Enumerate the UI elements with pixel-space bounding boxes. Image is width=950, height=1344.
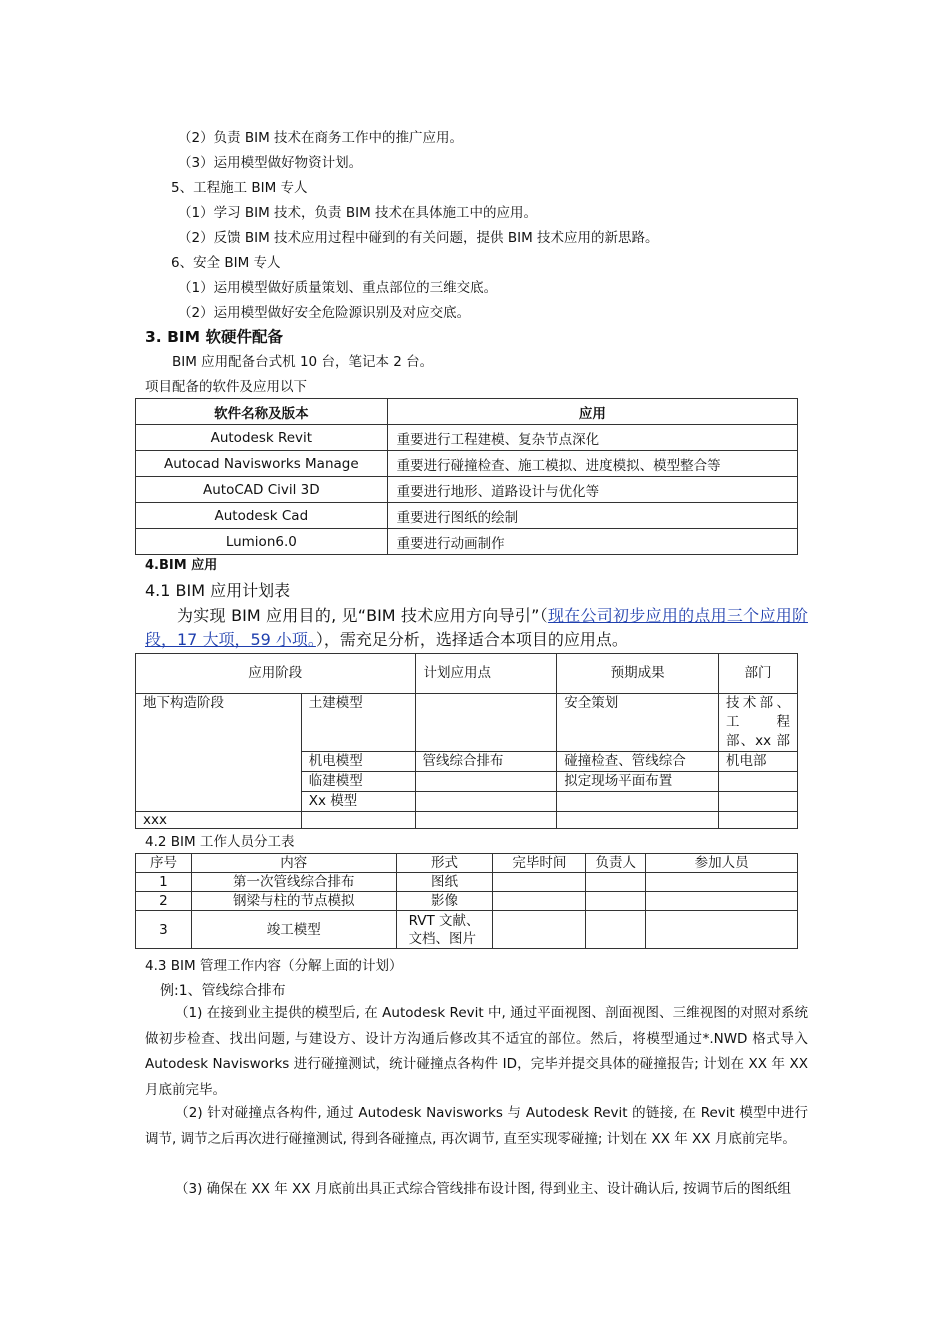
- table-header: 序号: [136, 854, 192, 873]
- intro-text-pre: 为实现 BIM 应用目的, 见“BIM 技术应用方向导引”（: [177, 606, 548, 625]
- section3-line2: 项目配备的软件及应用以下: [145, 379, 307, 395]
- table-header: 计划应用点: [415, 654, 557, 694]
- software-table: [135, 398, 798, 555]
- result-cell: 拟定现场平面布置: [557, 772, 719, 792]
- no-cell: 2: [136, 892, 192, 911]
- dept-cell: [719, 812, 798, 829]
- point-cell: [415, 772, 557, 792]
- subsection-4-3-title: 4.3 BIM 管理工作内容（分解上面的计划）: [145, 958, 403, 974]
- table-header: 软件名称及版本: [136, 399, 388, 425]
- time-cell: [493, 873, 586, 892]
- subsection-4-2-title: 4.2 BIM 工作人员分工表: [145, 834, 295, 850]
- participants-cell: [646, 911, 798, 949]
- software-name: Autocad Navisworks Manage: [136, 451, 388, 477]
- point-cell: 管线综合排布: [415, 752, 557, 772]
- software-use: 重要进行碰撞检查、施工模拟、进度模拟、模型整合等: [387, 451, 797, 477]
- no-cell: 3: [136, 911, 192, 949]
- content-cell: 钢梁与柱的节点模拟: [191, 892, 396, 911]
- owner-cell: [586, 911, 646, 949]
- section4-heading: 4.BIM 应用: [145, 558, 218, 573]
- dept-cell: [719, 772, 798, 792]
- content-cell: 竣工模型: [191, 911, 396, 949]
- intro-line: 5、工程施工 BIM 专人: [171, 180, 308, 196]
- point-cell: [415, 812, 557, 829]
- software-use: 重要进行地形、道路设计与优化等: [387, 477, 797, 503]
- table-row: [136, 451, 798, 477]
- section4-intro-paragraph: [145, 604, 808, 652]
- table-row: [136, 425, 798, 451]
- intro-line: 6、安全 BIM 专人: [171, 255, 281, 271]
- dept-cell: [719, 792, 798, 812]
- table-header: 预期成果: [557, 654, 719, 694]
- table-row: [136, 911, 798, 949]
- table-header: 负责人: [586, 854, 646, 873]
- form-cell: 图纸: [396, 873, 493, 892]
- intro-line: （1）运用模型做好质量策划、重点部位的三维交底。: [178, 280, 498, 296]
- dept-line: 技术部、: [726, 695, 790, 711]
- table-header-row: [136, 399, 798, 425]
- example-title: 例:1、管线综合排布: [160, 983, 286, 999]
- stage-cell: 地下构造阶段: [136, 694, 302, 812]
- intro-line: （3）运用模型做好物资计划。: [178, 155, 363, 171]
- dept-line: 工 程: [726, 714, 790, 730]
- time-cell: [493, 911, 586, 949]
- owner-cell: [586, 892, 646, 911]
- table-header: 完毕时间: [493, 854, 586, 873]
- software-name: Autodesk Revit: [136, 425, 388, 451]
- table-row: [136, 873, 798, 892]
- form-line: 文档、图片: [408, 930, 477, 947]
- dept-line: 部、xx 部: [726, 733, 790, 749]
- table-header-row: [136, 854, 798, 873]
- table-header: 内容: [191, 854, 396, 873]
- section3-line1: BIM 应用配备台式机 10 台，笔记本 2 台。: [172, 354, 434, 370]
- section3-heading: 3. BIM 软硬件配备: [145, 328, 283, 346]
- form-cell: 影像: [396, 892, 493, 911]
- paragraph-2: （2) 针对碰撞点各构件, 通过 Autodesk Navisworks 与 Autodesk Revit 的链接, 在 Revit 模型中进行调节, 调节之后再次进行碰撞测试, 得到各碰撞点, 再次调节, 直至实现零碰撞; 计划在 XX 年 XX 月底前完毕。: [145, 1105, 808, 1147]
- result-cell: 碰撞检查、管线综合: [557, 752, 719, 772]
- table-header-row: [136, 654, 798, 694]
- software-use: 重要进行动画制作: [387, 529, 797, 555]
- stage-cell: xxx: [136, 812, 302, 829]
- plan-table: [135, 653, 798, 829]
- result-cell: [557, 812, 719, 829]
- intro-line: （2）负责 BIM 技术在商务工作中的推广应用。: [178, 130, 464, 146]
- intro-text-post: ），需充足分析，选择适合本项目的应用点。: [315, 630, 628, 649]
- software-name: Lumion6.0: [136, 529, 388, 555]
- table-row: [136, 529, 798, 555]
- software-use: 重要进行图纸的绘制: [387, 503, 797, 529]
- model-cell: Xx 模型: [301, 792, 415, 812]
- subsection-4-1-title: 4.1 BIM 应用计划表: [145, 581, 291, 600]
- model-cell: 土建模型: [301, 694, 415, 752]
- paragraph-1: （1) 在接到业主提供的模型后, 在 Autodesk Revit 中, 通过平面视图、剖面视图、三维视图的对照对系统做初步检查、找出问题, 与建设方、设计方沟通后修改其不适宜的部位。然后，将模型通过*.NWD 格式导入 Autodesk Navisworks 进行碰撞测试，统计碰撞点各构件 ID，完毕并提交具体的碰撞报告; 计划在 XX 年 XX 月底前完毕。: [145, 1005, 808, 1098]
- result-cell: [557, 792, 719, 812]
- form-line: RVT 文献、: [408, 912, 480, 929]
- guide-link[interactable]: 现在公司初步应用的点用三个应用阶段，17 大项，59 小项。: [145, 606, 808, 649]
- dept-cell: [719, 694, 798, 752]
- software-use: 重要进行工程建模、复杂节点深化: [387, 425, 797, 451]
- intro-line: （1）学习 BIM 技术，负责 BIM 技术在具体施工中的应用。: [178, 205, 538, 221]
- content-cell: 第一次管线综合排布: [191, 873, 396, 892]
- model-cell: 临建模型: [301, 772, 415, 792]
- table-row: [136, 694, 798, 752]
- time-cell: [493, 892, 586, 911]
- owner-cell: [586, 873, 646, 892]
- software-name: Autodesk Cad: [136, 503, 388, 529]
- table-header: 参加人员: [646, 854, 798, 873]
- paragraph-3: （3) 确保在 XX 年 XX 月底前出具正式综合管线排布设计图, 得到业主、设计确认后, 按调节后的图纸组: [175, 1181, 791, 1197]
- table-header: 应用: [387, 399, 797, 425]
- participants-cell: [646, 873, 798, 892]
- model-cell: [301, 812, 415, 829]
- software-name: AutoCAD Civil 3D: [136, 477, 388, 503]
- table-row: [136, 812, 798, 829]
- table-row: [136, 477, 798, 503]
- table-header: 形式: [396, 854, 493, 873]
- no-cell: 1: [136, 873, 192, 892]
- intro-line: （2）运用模型做好安全危险源识别及对应交底。: [178, 305, 471, 321]
- participants-cell: [646, 892, 798, 911]
- dept-cell: 机电部: [719, 752, 798, 772]
- intro-line: （2）反馈 BIM 技术应用过程中碰到的有关问题，提供 BIM 技术应用的新思路。: [178, 230, 659, 246]
- model-cell: 机电模型: [301, 752, 415, 772]
- form-cell: [396, 911, 493, 949]
- table-header: 部门: [719, 654, 798, 694]
- point-cell: [415, 694, 557, 752]
- table-row: [136, 892, 798, 911]
- table-header: 应用阶段: [136, 654, 416, 694]
- result-cell: 安全策划: [557, 694, 719, 752]
- table-row: [136, 503, 798, 529]
- staff-table: [135, 853, 798, 949]
- point-cell: [415, 792, 557, 812]
